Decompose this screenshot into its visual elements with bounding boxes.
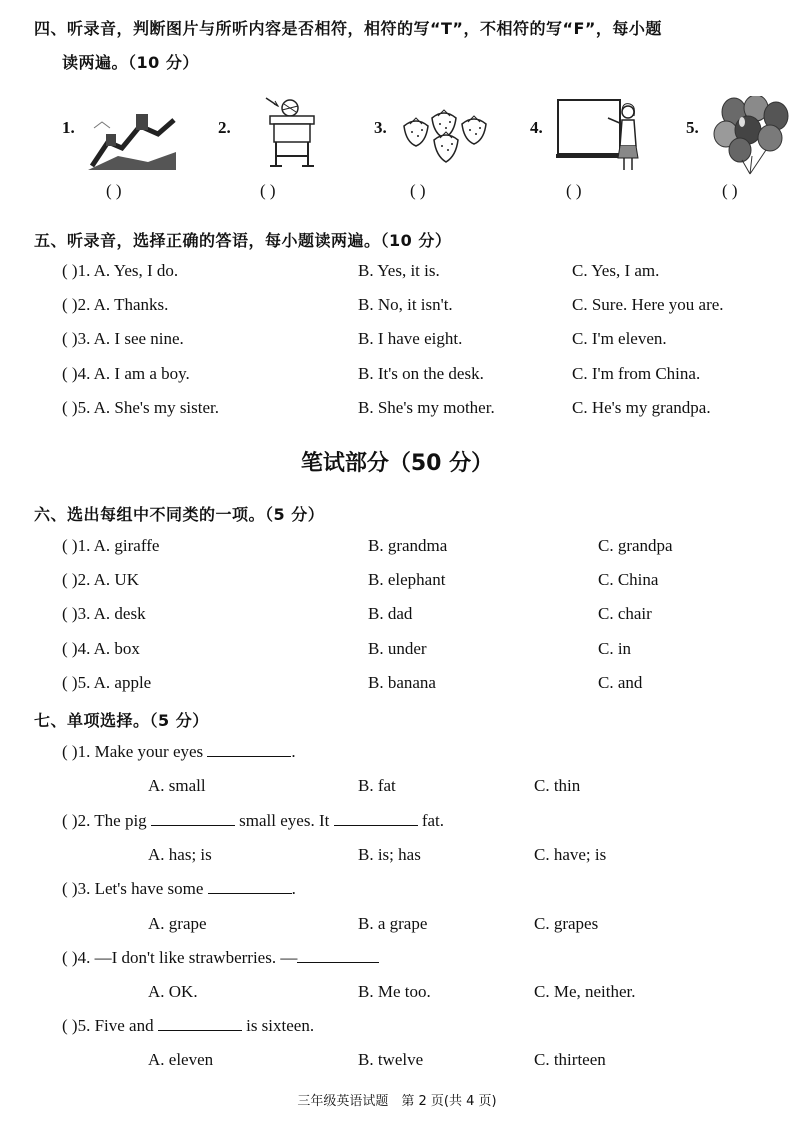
question-prefix: ( )1. A. giraffe — [62, 536, 160, 555]
option-b: B. Me too. — [358, 982, 431, 1001]
answer-blank[interactable]: ( ) — [260, 181, 276, 200]
option-b: B. a grape — [358, 914, 428, 933]
option-a: A. small — [148, 776, 206, 795]
option-c: C. I'm eleven. — [572, 329, 667, 348]
option-c: C. and — [598, 673, 643, 692]
option-b: B. It's on the desk. — [358, 364, 484, 383]
fill-blank[interactable] — [297, 948, 379, 963]
question-prefix: ( )3. Let's have some — [62, 879, 204, 898]
question-stem — [62, 948, 379, 968]
fill-blank[interactable] — [151, 811, 235, 826]
option-c: C. Me, neither. — [534, 982, 636, 1001]
option-b: B. is; has — [358, 845, 421, 864]
answer-blank[interactable]: ( ) — [106, 181, 122, 200]
option-b: B. banana — [368, 673, 436, 692]
question-prefix: ( )4. A. I am a boy. — [62, 364, 190, 383]
fill-blank[interactable] — [334, 811, 418, 826]
teacher-blackboard-picture — [556, 98, 646, 172]
question-prefix: ( )2. The pig — [62, 811, 147, 830]
question-prefix: ( )5. Five and — [62, 1016, 154, 1035]
question-mid: small eyes. It — [239, 811, 330, 830]
item-number: 1. — [62, 118, 75, 137]
option-c: C. China — [598, 570, 659, 589]
option-c: C. have; is — [534, 845, 607, 864]
fill-blank[interactable] — [158, 1016, 242, 1031]
question-prefix: ( )5. A. She's my sister. — [62, 398, 220, 417]
option-a: A. OK. — [148, 982, 198, 1001]
option-a: A. eleven — [148, 1050, 214, 1069]
option-c: C. thirteen — [534, 1050, 606, 1069]
option-b: B. No, it isn't. — [358, 295, 453, 314]
section4-title-cont: 读两遍。（10 分） — [62, 53, 199, 72]
item-number: 4. — [530, 118, 543, 137]
option-c: C. grandpa — [598, 536, 673, 555]
answer-blank[interactable]: ( ) — [722, 181, 738, 200]
strawberries-picture — [398, 104, 494, 166]
option-a: A. grape — [148, 914, 207, 933]
desk-with-ball-picture — [260, 96, 322, 172]
answer-blank[interactable]: ( ) — [410, 181, 426, 200]
question-prefix: ( )4. A. box — [62, 639, 140, 658]
option-b: B. dad — [368, 604, 413, 623]
fill-blank[interactable] — [207, 742, 291, 757]
fill-blank[interactable] — [208, 879, 292, 894]
option-b: B. grandma — [368, 536, 448, 555]
option-b: B. twelve — [358, 1050, 424, 1069]
option-c: C. in — [598, 639, 632, 658]
option-b: B. She's my mother. — [358, 398, 495, 417]
question-stem — [62, 742, 296, 762]
question-prefix: ( )1. Make your eyes — [62, 742, 204, 761]
answer-blank[interactable]: ( ) — [566, 181, 582, 200]
question-stem — [62, 811, 444, 831]
question-prefix: ( )1. A. Yes, I do. — [62, 261, 179, 280]
question-prefix: ( )3. A. desk — [62, 604, 146, 623]
option-c: C. He's my grandpa. — [572, 398, 711, 417]
section6-title: 六、选出每组中不同类的一项。（5 分） — [34, 505, 325, 524]
option-c: C. grapes — [534, 914, 599, 933]
written-part-title: 笔试部分（50 分） — [300, 451, 494, 476]
option-b: B. fat — [358, 776, 396, 795]
question-stem — [62, 1016, 314, 1036]
section4-title: 四、听录音，判断图片与所听内容是否相符，相符的写“T”，不相符的写“F”，每小题 — [34, 19, 662, 38]
option-b: B. I have eight. — [358, 329, 463, 348]
question-suffix: . — [291, 879, 296, 898]
question-suffix: . — [291, 742, 296, 761]
section7-title: 七、单项选择。（5 分） — [34, 711, 209, 730]
balloons-picture — [712, 96, 792, 176]
page-footer: 三年级英语试题 第 2 页(共 4 页) — [297, 1094, 497, 1109]
option-b: B. under — [368, 639, 427, 658]
option-c: C. chair — [598, 604, 652, 623]
question-suffix: fat. — [421, 811, 445, 830]
question-prefix: ( )3. A. I see nine. — [62, 329, 184, 348]
option-a: A. has; is — [148, 845, 212, 864]
question-prefix: ( )4. —I don't like strawberries. — — [62, 948, 298, 967]
option-c: C. thin — [534, 776, 581, 795]
question-prefix: ( )5. A. apple — [62, 673, 152, 692]
item-number: 5. — [686, 118, 699, 137]
question-stem — [62, 879, 296, 899]
question-prefix: ( )2. A. Thanks. — [62, 295, 169, 314]
question-suffix: is sixteen. — [246, 1016, 315, 1035]
option-b: B. Yes, it is. — [358, 261, 440, 280]
great-wall-picture — [88, 108, 176, 170]
option-b: B. elephant — [368, 570, 446, 589]
option-c: C. Sure. Here you are. — [572, 295, 724, 314]
option-c: C. Yes, I am. — [572, 261, 660, 280]
item-number: 2. — [218, 118, 231, 137]
item-number: 3. — [374, 118, 387, 137]
option-c: C. I'm from China. — [572, 364, 701, 383]
section5-title: 五、听录音，选择正确的答语，每小题读两遍。（10 分） — [34, 231, 452, 250]
question-prefix: ( )2. A. UK — [62, 570, 139, 589]
